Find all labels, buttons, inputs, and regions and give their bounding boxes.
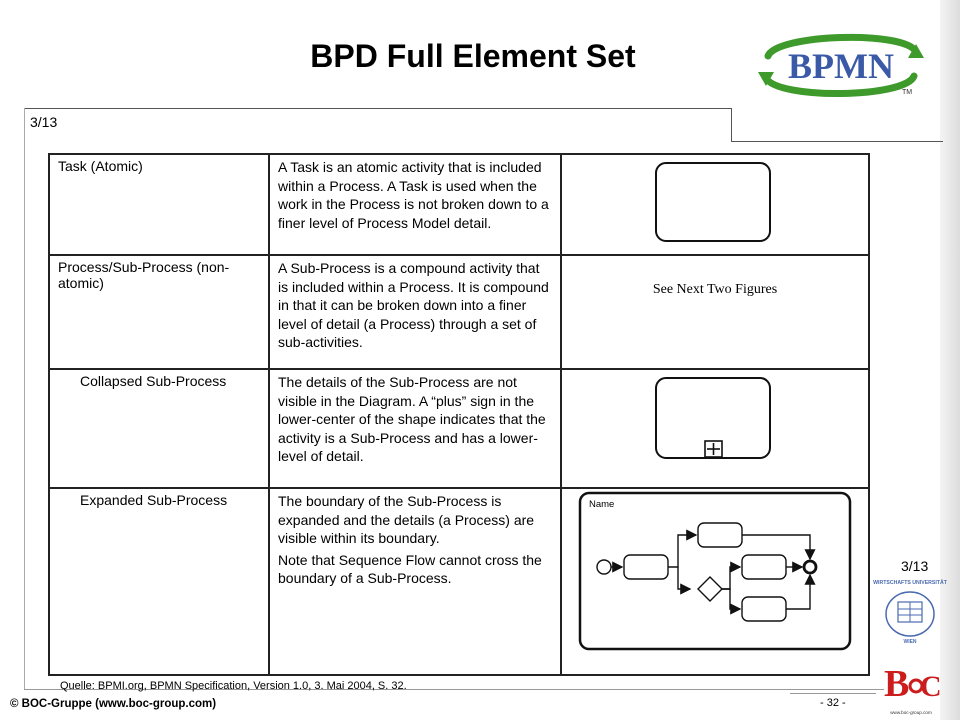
task-box-icon [624, 555, 668, 579]
collapsed-subprocess-shape [562, 370, 868, 482]
element-table [48, 153, 870, 676]
right-edge-shadow [940, 0, 960, 720]
start-event-icon [597, 560, 611, 574]
row-name: Expanded Sub-Process [80, 492, 228, 508]
gateway-icon [698, 577, 722, 601]
table-row [49, 255, 869, 369]
expanded-subprocess-diagram [562, 489, 868, 669]
row-note: Note that Sequence Flow cannot cross the boundary of a Sub-Process. [278, 551, 542, 586]
footer-divider [790, 693, 876, 694]
footer-copyright: © BOC-Gruppe (www.boc-group.com) [10, 698, 217, 710]
row-description: A Sub-Process is a compound activity that is included within a Process. It is compound in that it can be broken down into a finer level of detail (a Process) through a set of sub-activities. [278, 260, 549, 350]
row-name: Process/Sub-Process (non-atomic) [58, 259, 230, 291]
page-number: - 32 - [820, 697, 846, 709]
subprocess-name-label: Name [589, 499, 615, 510]
boc-url-text: www.boc-group.com [890, 710, 932, 715]
table-row [49, 369, 869, 488]
task-box-icon [698, 523, 742, 547]
university-name-text: WIRTSCHAFTS UNIVERSITÄT [873, 580, 947, 586]
bpmn-logo-tm: TM [902, 89, 913, 96]
row-name: Task (Atomic) [58, 158, 143, 174]
frame-step-line [731, 108, 732, 142]
page-marker-top: 3/13 [30, 114, 58, 130]
row-description: The details of the Sub-Process are not visible in the Diagram. A “plus” sign in the lower-center of the shape indicates that the activity is a Sub-Process and has a lower-level of detail. [278, 374, 546, 464]
source-citation: Quelle: BPMI.org, BPMN Specification, Version 1.0, 3. Mai 2004, S. 32. [60, 680, 407, 692]
table-row [49, 488, 869, 675]
svg-text:C: C [920, 670, 942, 703]
table-row [49, 154, 869, 255]
frame-top-line-right [731, 141, 943, 142]
row-description: A Task is an atomic activity that is included within a Process. A Task is used when the work in the Process is not broken down to a finer level of Process Model detail. [278, 159, 549, 231]
university-logo [873, 576, 947, 646]
collapsed-subprocess-figure-cell [561, 369, 869, 488]
row-description: The boundary of the Sub-Process is expanded and the details (a Process) are visible within its boundary. [278, 493, 535, 546]
task-box-icon [742, 555, 786, 579]
frame-top-line [24, 108, 732, 109]
plus-marker-icon [705, 441, 722, 457]
task-figure-cell [561, 154, 869, 255]
frame-left-line [24, 108, 25, 690]
see-next-figures-text: See Next Two Figures [652, 282, 778, 297]
bpmn-logo-text: BPMN [788, 46, 894, 86]
expanded-subprocess-figure-cell [561, 488, 869, 675]
bpmn-logo [756, 26, 926, 104]
boc-logo [882, 646, 940, 718]
task-shape [562, 155, 868, 249]
svg-text:B: B [884, 663, 910, 705]
page-marker-side: 3/13 [901, 558, 929, 574]
page-title: BPD Full Element Set [310, 38, 636, 74]
subprocess-figure-cell [561, 255, 869, 369]
row-name: Collapsed Sub-Process [80, 373, 227, 389]
university-city-text: WIEN [903, 639, 917, 645]
task-box-icon [742, 597, 786, 621]
end-event-icon [804, 561, 816, 573]
